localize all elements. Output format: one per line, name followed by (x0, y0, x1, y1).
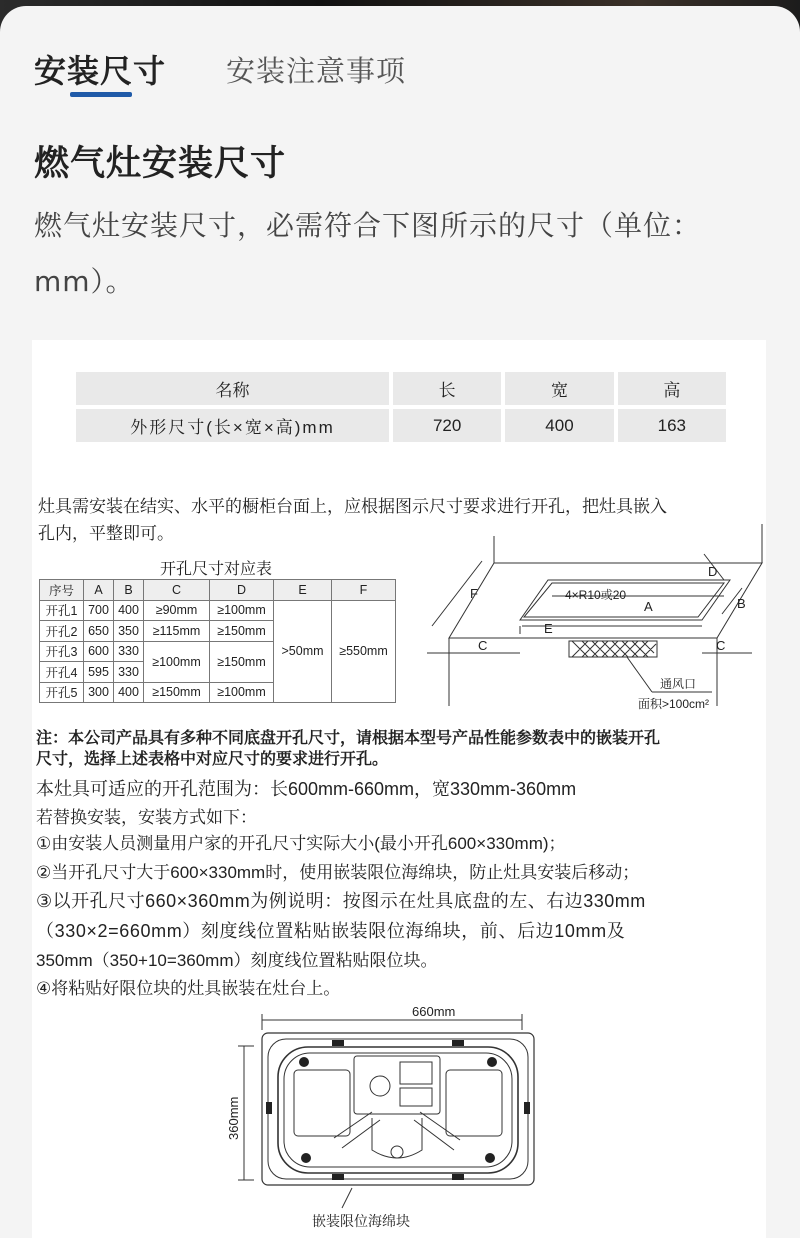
hole-cell: 开孔5 (40, 682, 84, 703)
hole-col-d: D (210, 580, 274, 601)
sponge-block (332, 1174, 344, 1180)
support-bar-right (414, 1112, 460, 1150)
hole-cell: 400 (114, 682, 144, 703)
hole-cell: 330 (114, 662, 144, 683)
active-tab-indicator (70, 92, 132, 97)
sponge-block (266, 1102, 272, 1114)
hole-cell: 开孔3 (40, 641, 84, 662)
table-row (40, 580, 396, 601)
step-4: ④将粘贴好限位块的灶具嵌装在灶台上。 (36, 979, 341, 998)
hole-cell: 400 (114, 600, 144, 621)
hole-col-e: E (274, 580, 332, 601)
tab-bar (34, 46, 774, 106)
note-line-1: 注：本公司产品具有多种不同底盘开孔尺寸，请根据本型号产品性能参数表中的嵌装开孔 (36, 730, 661, 747)
spec-header-name: 名称 (76, 372, 389, 405)
chassis-tray (278, 1047, 518, 1173)
dimension-spec-table (72, 368, 730, 446)
hole-cell-c-merged: ≥100mm (144, 641, 210, 682)
section-description: 燃气灶安装尺寸，必需符合下图所示的尺寸（单位：mm）。 (34, 209, 702, 298)
chassis-diagram (222, 1000, 552, 1238)
table-row (76, 372, 726, 405)
hole-cell-d-merged: ≥150mm (210, 641, 274, 682)
hole-cell: 700 (84, 600, 114, 621)
sponge-block (452, 1040, 464, 1046)
foot-pad (487, 1057, 497, 1067)
table-row (76, 409, 726, 442)
burner-plate-right (446, 1070, 502, 1136)
hole-size-table (39, 579, 396, 703)
sponge-caption: 嵌装限位海绵块 (312, 1213, 410, 1229)
intro-line-1: 灶具需安装在结实、水平的橱柜台面上，应根据图示尺寸要求进行开孔，把灶具嵌入 (38, 497, 667, 516)
hole-cell: 开孔2 (40, 621, 84, 642)
hole-col-c: C (144, 580, 210, 601)
ignition-circle (370, 1076, 390, 1096)
label-f: F (470, 586, 478, 601)
hole-cell: ≥150mm (144, 682, 210, 703)
hole-cell: 650 (84, 621, 114, 642)
hole-col-no: 序号 (40, 580, 84, 601)
note-line-2: 尺寸，选择上述表格中对应尺寸的要求进行开孔。 (36, 751, 389, 768)
label-a: A (644, 599, 653, 614)
label-d: D (708, 564, 718, 579)
foot-pad (301, 1153, 311, 1163)
hole-col-a: A (84, 580, 114, 601)
replace-text: 若替换安装，安装方式如下： (36, 808, 257, 827)
control-box (354, 1056, 440, 1114)
height-label: 360mm (226, 1096, 241, 1140)
sponge-block (524, 1102, 530, 1114)
valve-box (400, 1062, 432, 1084)
intro-line-2: 孔内，平整即可。 (38, 524, 174, 543)
label-c-right: C (716, 638, 726, 653)
label-b: B (737, 596, 746, 611)
hole-table-title: 开孔尺寸对应表 (160, 561, 273, 578)
section-title: 燃气灶安装尺寸 (34, 144, 287, 184)
sponge-leader (342, 1188, 352, 1208)
foot-pad (299, 1057, 309, 1067)
step-3-line-2: （330×2=660mm）刻度线位置粘贴嵌装限位海绵块，前、后边10mm及 (36, 921, 626, 941)
center-channel (372, 1118, 422, 1158)
hole-cell: 350 (114, 621, 144, 642)
hole-cell: ≥100mm (210, 682, 274, 703)
label-e: E (544, 621, 553, 636)
cutout-diagram (412, 516, 766, 716)
hole-cell: 330 (114, 641, 144, 662)
label-c-left: C (478, 638, 488, 653)
step-3-line-3: 350mm（350+10=360mm）刻度线位置粘贴限位块。 (36, 951, 438, 970)
vent-leader (627, 657, 652, 692)
installation-document-image (32, 340, 766, 1238)
spec-row-name: 外形尺寸(长×宽×高)mm (76, 409, 389, 442)
center-drain (391, 1146, 403, 1158)
hole-cell-e-merged: >50mm (274, 600, 332, 703)
foot-pad (485, 1153, 495, 1163)
spec-row-height: 163 (618, 409, 726, 442)
vent-hatch-lines (572, 641, 656, 657)
burner-plate-left (294, 1070, 350, 1136)
hole-cell: ≥150mm (210, 621, 274, 642)
spec-row-length: 720 (393, 409, 501, 442)
table-row (40, 600, 396, 621)
step-1: ①由安装人员测量用户家的开孔尺寸实际大小(最小开孔600×330mm)； (36, 834, 566, 853)
hole-cell: ≥100mm (210, 600, 274, 621)
tab-install-size[interactable]: 安装尺寸 (34, 52, 167, 90)
range-text: 本灶具可适应的开孔范围为：长600mm-660mm，宽330mm-360mm (36, 779, 577, 799)
hole-cell-f-merged: ≥550mm (332, 600, 396, 703)
step-2: ②当开孔尺寸大于600×330mm时，使用嵌装限位海绵块，防止灶具安装后移动； (36, 863, 640, 882)
step-3-line-1: ③以开孔尺寸660×360mm为例说明：按图示在灶具底盘的左、右边330mm (36, 891, 646, 911)
hole-cell: 300 (84, 682, 114, 703)
sponge-block (452, 1174, 464, 1180)
hole-col-b: B (114, 580, 144, 601)
hole-cell: ≥115mm (144, 621, 210, 642)
valve-box-lower (400, 1088, 432, 1106)
hole-cell: 开孔1 (40, 600, 84, 621)
label-vent: 通风口 (660, 677, 697, 691)
spec-header-length: 长 (393, 372, 501, 405)
label-vent-area: 面积>100cm² (638, 697, 710, 711)
hole-cell: 开孔4 (40, 662, 84, 683)
label-corner-radius: 4×R10或20 (565, 588, 627, 602)
width-label: 660mm (412, 1004, 456, 1019)
tab-install-notes[interactable]: 安装注意事项 (226, 54, 407, 88)
support-bar-left (334, 1112, 380, 1148)
hole-cell: ≥90mm (144, 600, 210, 621)
sponge-block (332, 1040, 344, 1046)
spec-header-height: 高 (618, 372, 726, 405)
content-card (0, 6, 800, 1238)
hole-cell: 595 (84, 662, 114, 683)
hole-col-f: F (332, 580, 396, 601)
hole-cell: 600 (84, 641, 114, 662)
spec-row-width: 400 (505, 409, 613, 442)
spec-header-width: 宽 (505, 372, 613, 405)
